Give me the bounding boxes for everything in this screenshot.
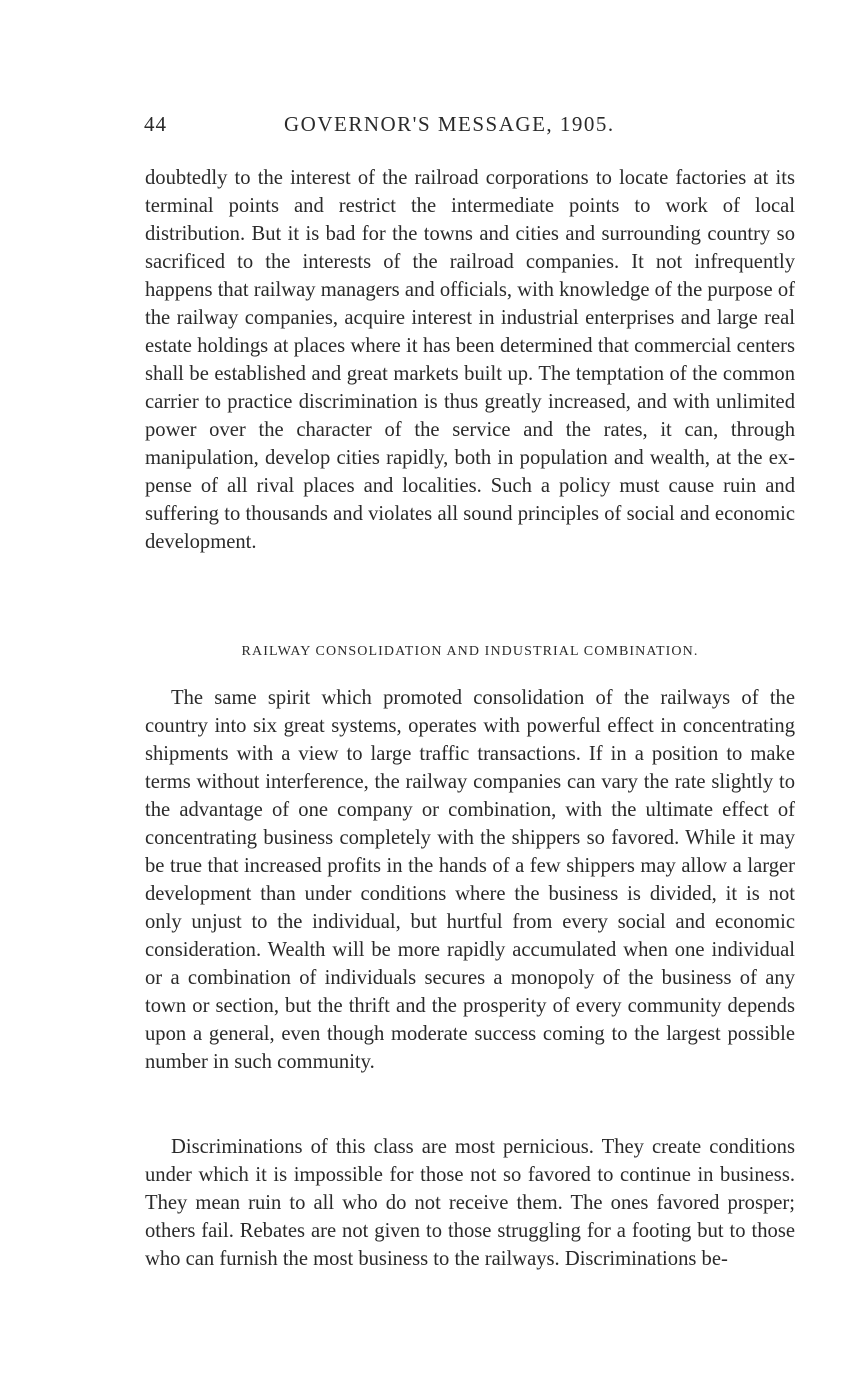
page-header [144,112,794,142]
paragraph-discriminations: Discriminations of this class are most pernicious. They create conditions under which it is impossible for those not so favored to continue in business. They mean ruin to all who do not receive them. The ones favored prosper; others fail. Rebates are not given to those struggling for a footing but to those who can furnish the most business to the railways. Discriminations be- [145,1136,795,1270]
running-title: GOVERNOR'S MESSAGE, 1905. [284,112,615,136]
paragraph-consolidation: The same spirit which promoted consolidation of the railways of the country into six great systems, operates with powerful effect in concentrating shipments with a view to large traffic transactions. If in a position to make terms without interference, the railway companies can vary the rate slightly to the advantage of one company or combination, with the ultimate effect of concentrating business completely with the shippers so favored. While it may be true that increased profits in the hands of a few shippers may allow a larger development than under conditions where the business is divided, it is not only unjust to the individual, but hurtful from every social and economic consideration. Wealth will be more rapidly accumulated when one individual or a combination of individuals secures a monopoly of the business of any town or section, but the thrift and the prosperity of every community depends upon a general, even though moderate success coming to the largest possible number in such community. [145,687,795,1073]
paragraph-continued: doubtedly to the interest of the railroad corporations to locate factories at its terminal points and restrict the intermediate points to work of local distribution. But it is bad for the towns and cities and surrounding country so sacrificed to the interests of the railroad companies. It not infrequently happens that railway managers and officials, with knowledge of the purpose of the railway companies, acquire interest in industrial enterprises and large real estate holdings at places where it has been determined that commercial centers shall be established and great markets built up. The temptation of the common carrier to practice discrimination is thus greatly increased, and with unlimited power over the character of the service and the rates, it can, through manipulation, develop cities rapidly, both in population and wealth, at the expense of all rival places and localities. Such a policy must cause ruin and suffering to thousands and violates all sound principles of social and economic development. [145,167,795,553]
page-number: 44 [144,112,167,136]
section-heading: RAILWAY CONSOLIDATION AND INDUSTRIAL COMBINATION. [241,644,699,659]
